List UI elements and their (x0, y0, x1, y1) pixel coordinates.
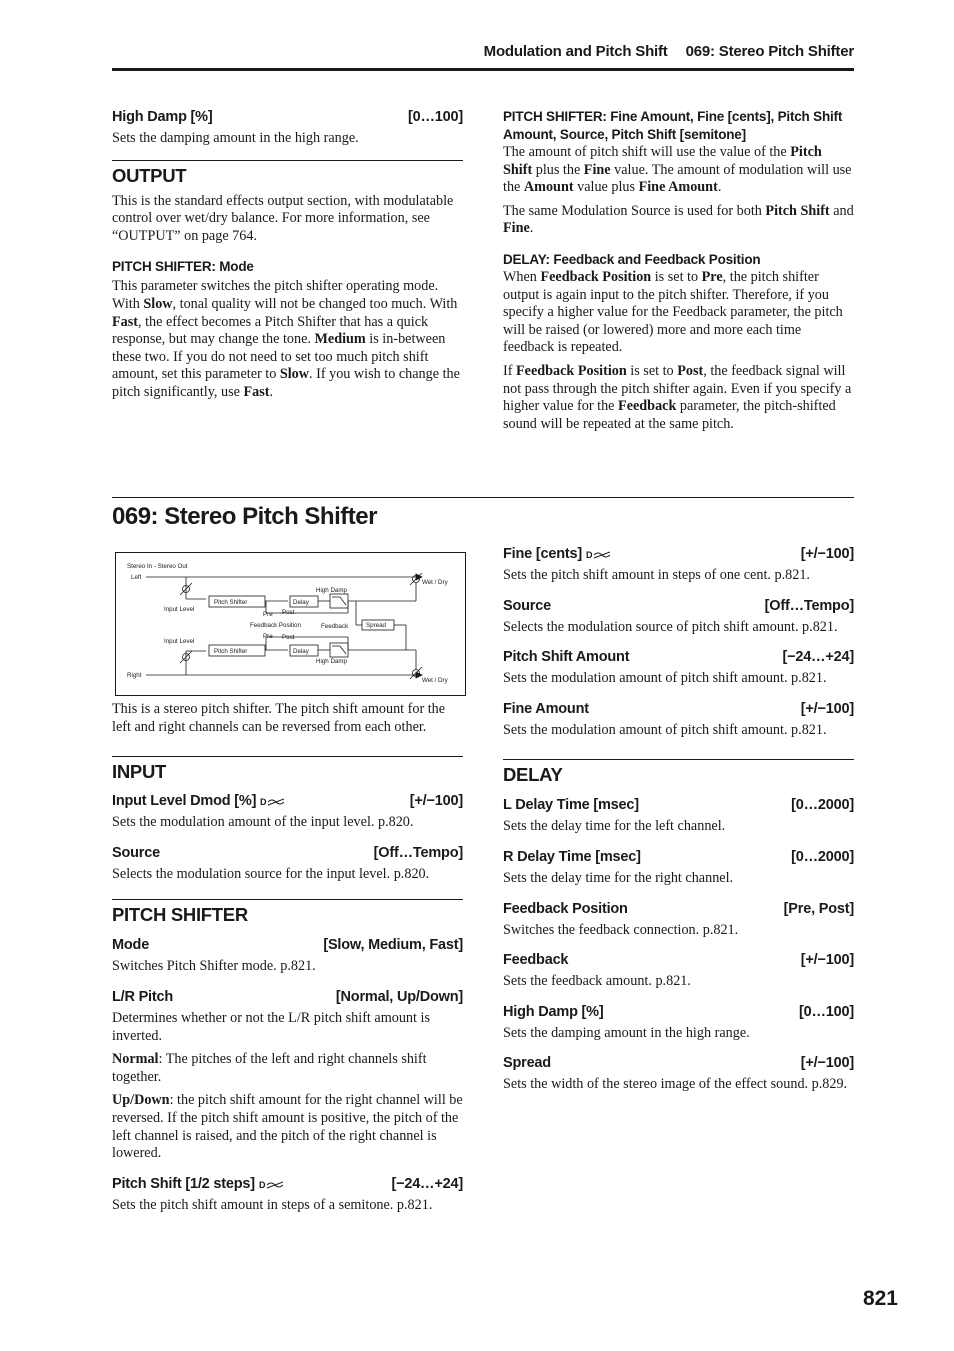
diagram-left-label: Left (131, 574, 142, 581)
output-text: This is the standard effects output section, with modulatable control over wet/dry balance. For more information, see “OUTPUT” on page 764. (112, 192, 454, 244)
diagram-input-level-1: Input Level (164, 606, 195, 613)
note-fine-text-2: The same Modulation Source is used for both Pitch Shift and Fine. (503, 202, 854, 237)
upper-right-column (503, 108, 854, 433)
diagram-feedback-position: Feedback Position (250, 622, 301, 629)
intro-text: This is a stereo pitch shifter. The pitch shift amount for the left and right channels can be reversed from each other. (112, 701, 446, 735)
param-pitch-shift-amount: Pitch Shift Amount [−24…+24] (503, 649, 854, 666)
section-input: INPUT (112, 756, 463, 783)
note-fine-title: PITCH SHIFTER: Fine Amount, Fine [cents], Pitch Shift Amount, Source, Pitch Shift [semitone] (503, 109, 843, 142)
note-delay-title: DELAY: Feedback and Feedback Position (503, 251, 761, 267)
svg-text:D: D (585, 550, 593, 560)
upper-left-column (112, 108, 463, 402)
running-header (112, 40, 854, 71)
diagram-pre-2: Pre (263, 633, 273, 640)
note-mode-title: PITCH SHIFTER: Mode (112, 259, 254, 275)
lr-updown-text: Up/Down: the pitch shift amount for the right channel will be reversed. If the pitch shift amount is positive, the pitch of the left channel is raised, and the pitch of the right channel is lowered. (112, 1092, 463, 1162)
param-mode: Mode [Slow, Medium, Fast] (112, 937, 463, 954)
param-fine-cents: Fine [cents] D [+/−100] (503, 546, 854, 562)
param-input-level-dmod: Input Level Dmod [%] D [+/−100] (112, 793, 463, 810)
param-pitch-shift: Pitch Shift [1/2 steps] D [−24…+24] (112, 1175, 463, 1192)
param-r-delay: R Delay Time [msec] [0…2000] (503, 848, 854, 865)
divider-rule (112, 497, 854, 498)
dmod-icon (260, 796, 284, 806)
lower-right-column: Fine [cents] D [+/−100] Sets the pitch shift amount in steps of one cent. p.821. Source [Off…Tempo] Selects the modulation source of pitch shift amount. p.821. Pitch Shift Amount [−24…+24] Sets the modulation amount of pitch shift amount. p.821. Fine Amount [+/−100] Sets the modulation amount of pitch shift amount. p.821. DELAY L Delay Time [msec] [0…2000] Sets the delay time for the left channel. R Delay Time [msec] [0…2000] Sets the delay time for the right channel. Feedback Position [Pre, Post] Switches the feedback connection. p.821. Feedback [+/−100] Sets the feedback amount. p.821. High Damp [%] [0…100] Sets the damping amount in the high range. Spread [+/−100] Sets the width of the stereo image of the effect sound. p.829. (503, 546, 854, 1093)
note-fine-text-1: The amount of pitch shift will use the value of the Pitch Shift plus the Fine value. The amount of modulation will use the Amount value plus Fine Amount. (503, 144, 852, 196)
diagram-post-2: Post (282, 634, 295, 641)
diagram-wet-dry-1: Wet / Dry (422, 579, 448, 586)
param-feedback-position: Feedback Position [Pre, Post] (503, 900, 854, 917)
diagram-high-damp-1: High Damp (316, 587, 347, 594)
diagram-right-label: Right (127, 672, 142, 679)
dmod-icon (259, 1179, 283, 1189)
diagram-spread: Spread (366, 622, 386, 629)
diagram-delay-2: Delay (293, 648, 309, 655)
lr-normal-text: Normal: The pitches of the left and right channels shift together. (112, 1051, 427, 1085)
page-number: 821 (862, 1287, 898, 1310)
diagram-title: Stereo In - Stereo Out (127, 563, 188, 570)
svg-text:D: D (260, 797, 267, 807)
section-delay: DELAY (503, 759, 854, 786)
param-high-damp: High Damp [%] [0…100] (503, 1003, 854, 1020)
diagram-post-1: Post (282, 609, 295, 616)
header-effect: 069: Stereo Pitch Shifter (685, 43, 854, 60)
diagram-wet-dry-2: Wet / Dry (422, 677, 448, 684)
param-pitch-source: Source [Off…Tempo] (503, 597, 854, 614)
note-delay-text-2: If Feedback Position is set to Post, the feedback signal will not pass through the pitch shifter again. Even if you specify a higher value for the Feedback parameter, the pitch-shifted sound will be repeated at the same pitch. (503, 362, 852, 432)
param-desc: Sets the damping amount in the high range. (112, 130, 359, 146)
param-l-delay: L Delay Time [msec] [0…2000] (503, 797, 854, 814)
diagram-input-level-2: Input Level (164, 638, 195, 645)
param-fine-amount: Fine Amount [+/−100] (503, 700, 854, 717)
svg-text:D: D (258, 1179, 266, 1189)
diagram-pitch-shifter-1: Pitch Shifter (214, 599, 248, 606)
signal-flow-diagram (115, 552, 466, 696)
diagram-feedback: Feedback (321, 623, 349, 630)
diagram-pre-1: Pre (263, 611, 273, 618)
page-title: 069: Stereo Pitch Shifter (112, 503, 377, 530)
section-output: OUTPUT (112, 160, 463, 187)
note-mode-text: This parameter switches the pitch shifter operating mode. With Slow, tonal quality will not be changed too much. With Fast, the effect becomes a Pitch Shifter that has a quick response, but may change the tone. Medium is in-between these two. If you do not need to set too much pitch shift amount, set this parameter to Slow. If you wish to change the pitch significantly, use Fast. (112, 278, 460, 400)
param-feedback: Feedback [+/−100] (503, 952, 854, 969)
param-input-source: Source [Off…Tempo] (112, 844, 463, 861)
param-lr-pitch: L/R Pitch [Normal, Up/Down] (112, 988, 463, 1005)
param-spread: Spread [+/−100] (503, 1055, 854, 1072)
param-high-damp-prev: High Damp [%] [0…100] (112, 109, 463, 125)
dmod-icon (586, 549, 610, 559)
lower-left-column: This is a stereo pitch shifter. The pitch shift amount for the left and right channels can be reversed from each other. INPUT Input Level Dmod [%] D [+/−100] Sets the modulation amount of the input level. p.820. Source [Off…Tempo] Selects the modulation source for the input level. p.820. PITCH SHIFTER Mode [Slow, Medium, Fast] Switches Pitch Shifter mode. p.821. L/R Pitch [Normal, Up/Down] Determines whether or not the L/R pitch shift amount is inverted. Normal: The pitches of the left and right channels shift together. Up/Down: the pitch shift amount for the right channel will be reversed. If the pitch shift amount is positive, the pitch of the left channel is raised, and the pitch of the right channel is lowered. Pitch Shift [1/2 steps] D [−24…+24] Sets the pitch shift amount in steps of a semitone. p.821. (112, 701, 463, 1213)
diagram-high-damp-2: High Damp (316, 658, 347, 665)
section-pitch-shifter: PITCH SHIFTER (112, 899, 463, 926)
diagram-pitch-shifter-2: Pitch Shifter (214, 648, 248, 655)
note-delay-text-1: When Feedback Position is set to Pre, the pitch shifter output is again input to the pitch shifter. Therefore, if you specify a higher value for the Feedback parameter, the pitch will be raised (or lowered) more and more each time feedback is repeated. (503, 268, 843, 356)
header-section: Modulation and Pitch Shift (483, 43, 668, 60)
diagram-delay-1: Delay (293, 599, 309, 606)
